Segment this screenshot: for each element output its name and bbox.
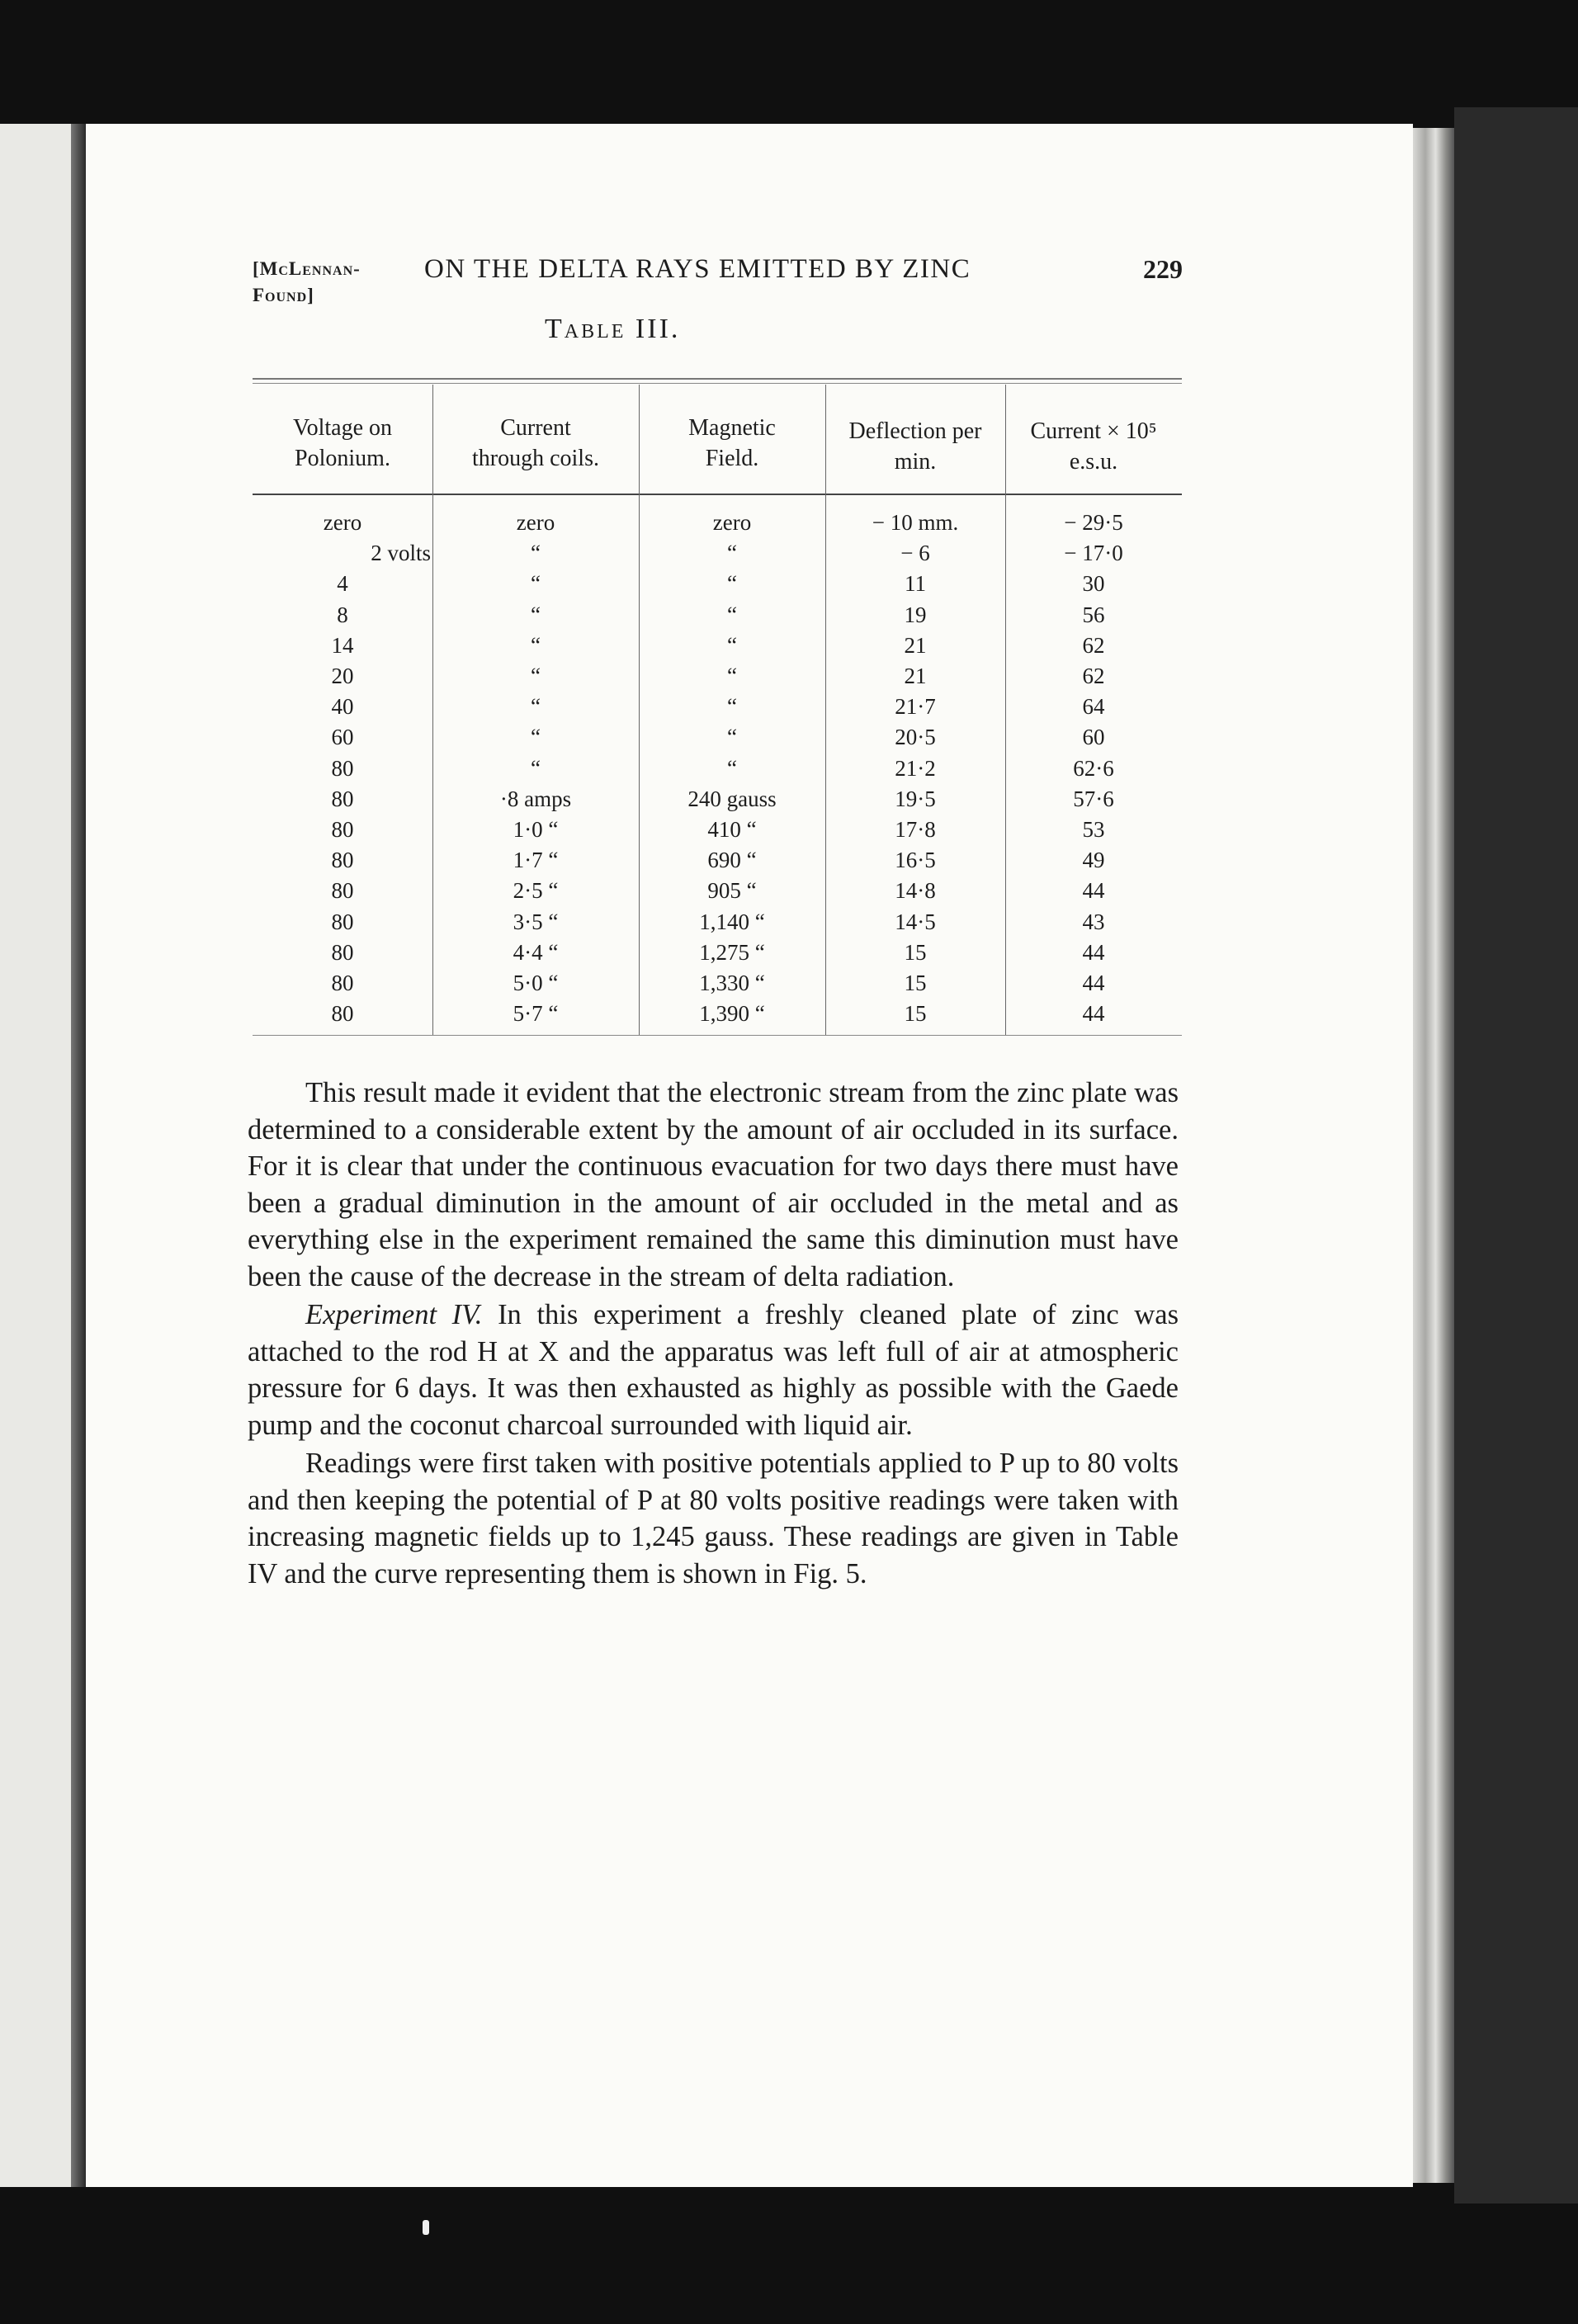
table-cell: 21·2: [895, 755, 936, 781]
table-cell: 56: [1082, 602, 1105, 627]
table-row: [253, 633, 1182, 664]
facing-page-edge: [0, 124, 76, 2187]
table-cell: 80: [331, 755, 354, 781]
table-cell: 20·5: [895, 725, 936, 750]
table-cell: zero: [516, 510, 555, 535]
table-cell: “: [531, 602, 541, 627]
table-cell: − 29·5: [1064, 510, 1123, 535]
table-cell: ·8 amps: [499, 786, 572, 811]
table-cell: zero: [712, 510, 752, 535]
table-cell: “: [531, 571, 541, 597]
table-row: [253, 786, 1182, 817]
table-cell: “: [531, 664, 541, 688]
table-cell: 43: [1082, 909, 1105, 934]
table-row: [253, 541, 1182, 571]
table-cell: 240 gauss: [687, 786, 777, 811]
table-cell: 1,330 “: [699, 971, 765, 995]
table-row: [253, 694, 1182, 725]
column-header-current-esu: Current × 10⁵ e.s.u.: [1030, 418, 1157, 475]
table-cell: 44: [1082, 878, 1105, 904]
table-row: [253, 602, 1182, 633]
paragraph-text: In this experiment a freshly cleaned plate of zinc was attached to the rod H at X and the apparatus was left full of air at atmospheric pressure for 6 days. It was then exhausted as highly as possible with the Gaede pump and the coconut charcoal surrounded with liquid air.: [248, 1299, 1179, 1441]
paragraph: Readings were first taken with positive potentials applied to P up to 80 volts and then keeping the potential of P at 80 volts positive readings were taken with increasing magnetic fields up to 1,245 gauss. These readings are given in Table IV and the curve representing them is shown in Fig. 5.: [248, 1448, 1179, 1589]
table-cell: “: [531, 541, 541, 566]
paragraph: [248, 1297, 1179, 1443]
table-cell: 15: [904, 1001, 927, 1027]
column-header-deflection: Deflection per min.: [848, 418, 982, 475]
table-row: [253, 510, 1182, 541]
table-cell: 4·4 “: [513, 939, 559, 965]
table-cell: “: [727, 664, 737, 688]
table-cell: 19·5: [895, 786, 936, 811]
table-cell: 49: [1082, 848, 1105, 873]
table-cell: 80: [331, 971, 354, 995]
table-caption: Table III.: [545, 314, 681, 344]
table-cell: “: [531, 755, 541, 781]
table-cell: 3·5 “: [513, 909, 559, 934]
table-cell: 410 “: [707, 817, 757, 842]
table-cell: 1,275 “: [699, 939, 765, 965]
table-cell: “: [727, 571, 737, 597]
table-cell: 17·8: [895, 817, 936, 842]
table-cell: “: [727, 541, 737, 566]
table-cell: 80: [331, 909, 354, 934]
table-cell: 21: [904, 632, 927, 658]
table-cell: “: [727, 725, 737, 750]
table-cell: 690 “: [707, 848, 757, 873]
gutter-shadow: [71, 124, 86, 2187]
table-cell: 5·7 “: [513, 1001, 559, 1027]
page-number: 229: [1143, 254, 1183, 284]
table-top-rule: [253, 378, 1182, 380]
paragraph: This result made it evident that the electronic stream from the zinc plate was determined to a considerable extent by the amount of air occluded in its surface. For it is clear that under the continuous evacuation for two days there must have been a gradual diminution in the amount of air occluded in the metal and as everything else in the experiment remained the same this diminution must have been the cause of the decrease in the stream of delta radiation.: [248, 1077, 1179, 1292]
table-row: [253, 1001, 1182, 1032]
table-cell: “: [531, 725, 541, 750]
table-cell: 14·8: [895, 878, 936, 904]
table-cell: 21: [904, 664, 927, 688]
table-cell: − 17·0: [1064, 541, 1123, 566]
table-cell: “: [531, 694, 541, 720]
scan-mark: [423, 2220, 429, 2235]
table-cell: 53: [1082, 817, 1105, 842]
scan-background: [1454, 107, 1578, 2204]
table-cell: 1·7 “: [513, 848, 559, 873]
table-row: [253, 909, 1182, 940]
body-text: [248, 1075, 1179, 1592]
column-header-current-coils: Current through coils.: [472, 415, 599, 471]
table-cell: 80: [331, 1001, 354, 1027]
table-cell: 15: [904, 939, 927, 965]
table-cell: 21·7: [895, 694, 936, 720]
table-cell: 60: [331, 725, 354, 750]
table-cell: 80: [331, 878, 354, 904]
table-cell: “: [727, 755, 737, 781]
table-cell: 8: [337, 602, 348, 627]
column-header-magnetic-field: Magnetic Field.: [688, 415, 776, 471]
table-cell: 1,390 “: [699, 1001, 765, 1027]
table-row: [253, 817, 1182, 848]
author-line-1: [McLennan-: [253, 258, 361, 279]
table-cell: 44: [1082, 939, 1105, 965]
table-cell: 2 volts: [371, 541, 431, 566]
table-cell: 62: [1082, 664, 1105, 688]
table-row: [253, 878, 1182, 909]
table-cell: 80: [331, 817, 354, 842]
table-cell: zero: [323, 510, 362, 535]
table-cell: 1,140 “: [699, 909, 765, 934]
table-cell: 16·5: [895, 848, 936, 873]
table-cell: 44: [1082, 971, 1105, 995]
table-row: [253, 664, 1182, 694]
running-head-author: [253, 256, 361, 309]
table-cell: 57·6: [1073, 786, 1114, 811]
table-row: [253, 940, 1182, 971]
table-cell: 1·0 “: [513, 817, 559, 842]
table-cell: − 6: [900, 541, 930, 566]
table-cell: “: [727, 602, 737, 627]
table-cell: 19: [904, 602, 927, 627]
table-cell: “: [727, 694, 737, 720]
table-cell: 44: [1082, 1001, 1105, 1027]
table-cell: 15: [904, 971, 927, 995]
table-cell: 62: [1082, 632, 1105, 658]
table-cell: “: [727, 632, 737, 658]
table-cell: 30: [1082, 571, 1105, 597]
table-cell: 11: [905, 571, 926, 597]
table-cell: 4: [337, 571, 348, 597]
table-row: [253, 725, 1182, 755]
table-cell: 905 “: [707, 878, 757, 904]
table-cell: 62·6: [1073, 755, 1114, 781]
author-line-2: Found]: [253, 285, 314, 305]
table-header-rule: [253, 494, 1182, 495]
table-cell: 14: [331, 632, 354, 658]
column-header-voltage: Voltage on Polonium.: [292, 415, 393, 471]
table-cell: 80: [331, 848, 354, 873]
running-head-title: ON THE DELTA RAYS EMITTED BY ZINC: [424, 254, 971, 284]
table-cell: − 10 mm.: [872, 510, 959, 535]
table-cell: 80: [331, 939, 354, 965]
table-cell: 5·0 “: [513, 971, 559, 995]
table-row: [253, 848, 1182, 878]
table-cell: 20: [331, 664, 354, 688]
table-cell: 64: [1082, 694, 1105, 720]
table-cell: 60: [1082, 725, 1105, 750]
table-cell: 2·5 “: [513, 878, 559, 904]
table-cell: 40: [331, 694, 354, 720]
table-bottom-rule: [253, 1035, 1182, 1036]
experiment-heading: Experiment IV.: [305, 1299, 483, 1330]
table-row: [253, 971, 1182, 1001]
table-cell: 80: [331, 786, 354, 811]
table-cell: “: [531, 632, 541, 658]
table-row: [253, 571, 1182, 602]
table-top-rule-inner: [253, 383, 1182, 384]
table-row: [253, 756, 1182, 786]
table-cell: 14·5: [895, 909, 936, 934]
page-stack-edge: [1413, 128, 1454, 2183]
